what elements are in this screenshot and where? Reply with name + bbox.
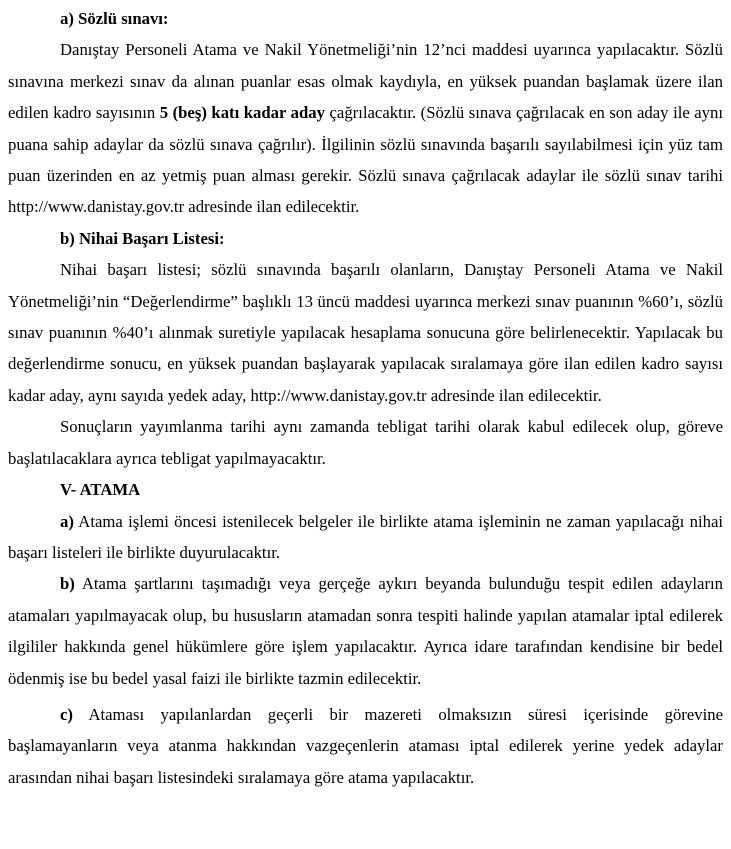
body-paragraph (8, 34, 723, 222)
bold-text-run: a) Sözlü sınavı: (60, 9, 169, 28)
body-paragraph (8, 411, 723, 474)
text-run: Sonuçların yayımlanma tarihi aynı zamanda tebligat tarihi olarak kabul edilecek olup, göreve başlatılacaklara ayrıca tebligat yapılmayacaktır. (8, 417, 723, 468)
text-run: Ataması yapılanlardan geçerli bir mazereti olmaksızın süresi içerisinde görevine başlamayanların veya atanma hakkından vazgeçenlerin ataması iptal edilerek yerine yedek adaylar arasından nihai başarı listesindeki sıralamaya göre atama yapılacaktır. (8, 704, 723, 787)
section-heading (8, 3, 723, 34)
bold-text-run: V- ATAMA (60, 480, 141, 500)
text-run: Atama şartlarını taşımadığı veya gerçeğe aykırı beyanda bulunduğu tespit edilen adayların atamaları yapılmayacak olup, bu hususların atamadan sonra tespiti halinde yapılan atamalar iptal edilerek ilgililer hakkında genel hükümlere göre işlem yapılacaktır. Ayrıca idare tarafından kendisine bir bedel ödenmiş ise bu bedel yasal faizi ile birlikte tazmin edilecektir. (8, 574, 723, 688)
body-paragraph (8, 254, 723, 411)
section-heading (8, 474, 723, 505)
bold-text-run: 5 (beş) katı kadar aday (159, 103, 325, 123)
text-run: Danıştay Personeli Atama ve Nakil Yönetmeliği’nin 12’nci maddesi uyarınca yapılacaktır. Sözlü sınavına merkezi sınav da alınan puanlar esas olmak kaydıyla, en yüksek puandan başlamak üzere ilan edilen kadro sayısının (8, 40, 723, 123)
document-body (8, 3, 723, 793)
bold-text-run: b) (60, 574, 75, 594)
bold-text-run: a) (60, 511, 74, 531)
section-heading (8, 223, 723, 254)
bold-text-run: b) Nihai Başarı Listesi: (60, 228, 225, 248)
text-run: Nihai başarı listesi; sözlü sınavında başarılı olanların, Danıştay Personeli Atama ve Nakil Yönetmeliği’nin “Değerlendirme” başlıklı 13 üncü maddesi uyarınca merkezi sınav puanının %60’ı, sözlü sınav puanının %40’ı alınmak suretiyle yapılacak hesaplama sonucuna göre belirlenecektir. Yapılacak bu değerlendirme sonucu, en yüksek puandan başlayarak yapılacak sıralamaya göre ilan edilen kadro sayısı kadar aday, aynı sayıda yedek aday, http://www.danistay.gov.tr adresinde ilan edilecektir. (8, 260, 723, 405)
body-paragraph (8, 506, 723, 569)
text-run: çağrılacaktır. (Sözlü sınava çağrılacak en son aday ile aynı puana sahip adaylar da sözlü sınava çağrılır). İlgilinin sözlü sınavında başarılı sayılabilmesi için yüz tam puan üzerinden en az yetmiş puan alması gerekir. Sözlü sınava çağrılacak adaylar ile sözlü sınav tarihi http://www.danistay.gov.tr adresinde ilan edilecektir. (8, 103, 724, 217)
bold-text-run: c) (60, 704, 73, 724)
body-paragraph (8, 568, 723, 694)
body-paragraph (8, 699, 723, 793)
text-run: Atama işlemi öncesi istenilecek belgeler ile birlikte atama işleminin ne zaman yapılacağı nihai başarı listeleri ile birlikte duyurulacaktır. (8, 511, 723, 562)
